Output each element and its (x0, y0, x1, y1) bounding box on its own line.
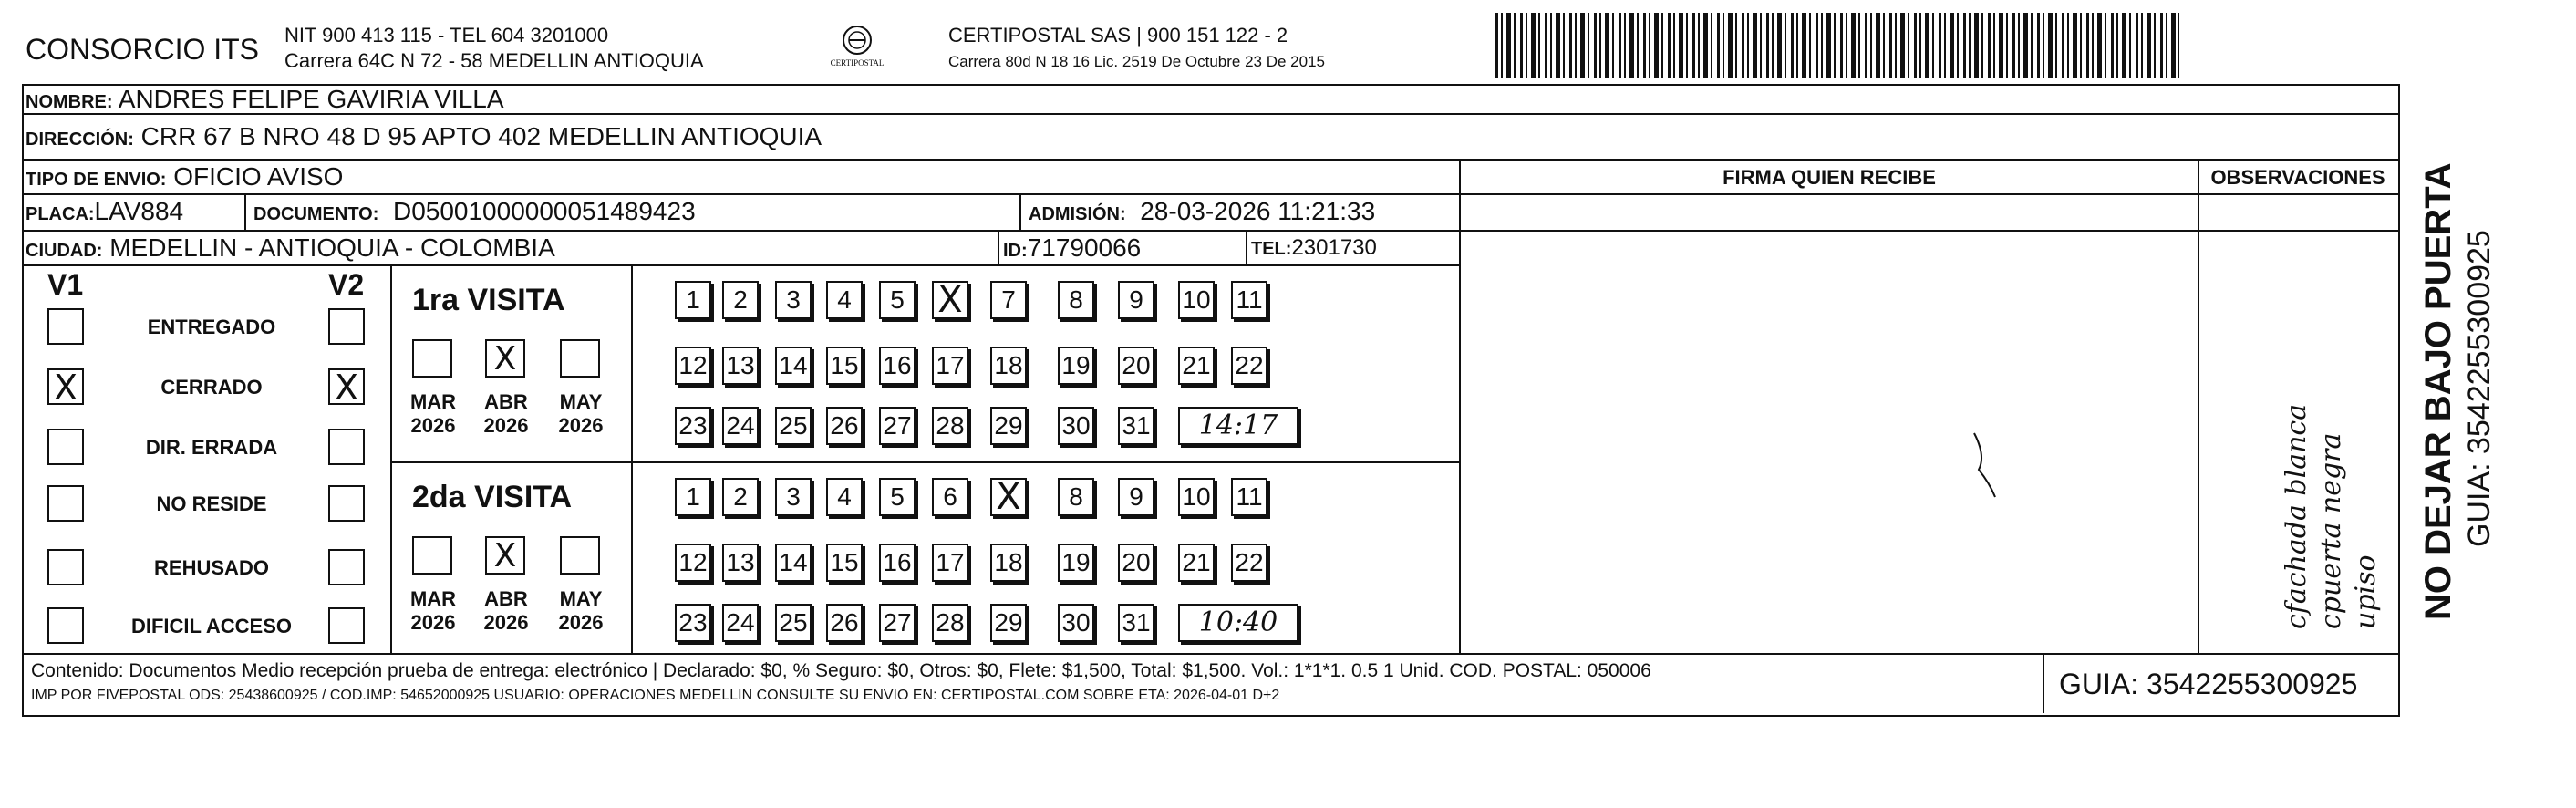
v1-header: V1 (47, 268, 84, 301)
status-v1-checkbox[interactable] (47, 308, 84, 345)
certipostal-info: CERTIPOSTAL SAS | 900 151 122 - 2 (948, 24, 1288, 47)
side-warning: NO DEJAR BAJO PUERTA (2418, 162, 2458, 620)
day-box[interactable]: 10 (1178, 478, 1215, 516)
status-v1-checkbox[interactable] (47, 549, 84, 585)
company-address: Carrera 64C N 72 - 58 MEDELLIN ANTIOQUIA (284, 49, 704, 72)
day-box[interactable]: 4 (826, 281, 863, 319)
month-checkbox[interactable]: X (485, 536, 525, 575)
day-box[interactable]: 18 (990, 347, 1027, 385)
admision-value: 28-03-2026 11:21:33 (1140, 197, 1376, 225)
status-option-label: NO RESIDE (156, 492, 267, 515)
month-label: MAR 2026 (409, 587, 457, 634)
day-box[interactable]: 25 (775, 407, 812, 445)
day-box[interactable]: 3 (775, 478, 812, 516)
day-box[interactable]: 2 (722, 478, 759, 516)
ciudad-row: CIUDAD: MEDELLIN - ANTIOQUIA - COLOMBIA (26, 233, 555, 262)
day-box[interactable]: 21 (1178, 347, 1215, 385)
day-box[interactable]: 5 (879, 478, 916, 516)
company-name: CONSORCIO ITS (26, 33, 260, 66)
day-box[interactable]: 7 (990, 281, 1027, 319)
day-box[interactable]: 16 (879, 347, 916, 385)
month-checkbox[interactable] (412, 339, 452, 378)
day-box[interactable]: 28 (932, 604, 968, 642)
status-option-label: DIFICIL ACCESO (130, 615, 292, 637)
day-box[interactable]: 13 (722, 544, 759, 582)
note-line-1: cfachada blanca (2281, 403, 2312, 629)
documento-row: DOCUMENTO: D05001000000051489423 (253, 197, 696, 225)
day-box[interactable]: 27 (879, 604, 916, 642)
day-box[interactable]: 10 (1178, 281, 1215, 319)
status-option-label: DIR. ERRADA (145, 436, 278, 459)
visit-time: 10:40 (1178, 604, 1298, 642)
month-label: MAR 2026 (409, 390, 457, 437)
footer-imp: IMP POR FIVEPOSTAL ODS: 25438600925 / COD.IMP: 54652000925 USUARIO: OPERACIONES MEDELLIN CONSULTE SU ENVIO EN: CERTIPOSTAL.COM SOBRE ETA: 2026-04-01 D+2 (31, 688, 1280, 703)
day-box[interactable]: 8 (1058, 281, 1094, 319)
month-checkbox[interactable] (560, 339, 600, 378)
day-box[interactable]: 18 (990, 544, 1027, 582)
month-checkbox[interactable] (412, 536, 452, 575)
barcode (1495, 13, 2179, 78)
documento-value: D05001000000051489423 (392, 197, 696, 225)
day-box[interactable]: 13 (722, 347, 759, 385)
day-box[interactable]: 29 (990, 604, 1027, 642)
status-v2-checkbox[interactable] (328, 485, 365, 522)
day-box[interactable]: 16 (879, 544, 916, 582)
day-box[interactable]: 12 (675, 544, 711, 582)
tipo-row: TIPO DE ENVIO: OFICIO AVISO (26, 162, 344, 191)
footer-contenido: Contenido: Documentos Medio recepción prueba de entrega: electrónico | Declarado: $0, % Seguro: $0, Otros: $0, Flete: $1,500, Total: $1,500. Vol.: 1*1*1. 0.5 1 Unid. COD. POSTAL: 050006 (31, 660, 1651, 681)
v2-header: V2 (328, 268, 365, 301)
day-box[interactable]: 28 (932, 407, 968, 445)
day-box[interactable]: 19 (1058, 347, 1094, 385)
day-box[interactable]: 19 (1058, 544, 1094, 582)
admision-row: ADMISIÓN: 28-03-2026 11:21:33 (1029, 197, 1376, 225)
status-v2-checkbox[interactable] (328, 549, 365, 585)
observaciones-notes (2280, 283, 2384, 629)
side-guia: GUIA: 3542255300925 (2462, 230, 2497, 547)
logo-text: CERTIPOSTAL (830, 58, 885, 67)
day-box[interactable]: 20 (1118, 544, 1154, 582)
certipostal-license: Carrera 80d N 18 16 Lic. 2519 De Octubre 23 De 2015 (948, 53, 1325, 70)
status-v2-checkbox[interactable] (328, 308, 365, 345)
tipo-value: OFICIO AVISO (173, 162, 344, 191)
day-box[interactable]: 31 (1118, 407, 1154, 445)
day-box[interactable]: 1 (675, 478, 711, 516)
certipostal-logo (825, 20, 889, 75)
day-box[interactable]: 17 (932, 544, 968, 582)
status-v1-checkbox[interactable] (47, 429, 84, 465)
day-box[interactable]: 9 (1118, 478, 1154, 516)
day-box[interactable]: 25 (775, 604, 812, 642)
day-box[interactable]: 1 (675, 281, 711, 319)
day-box[interactable]: 23 (675, 604, 711, 642)
day-box[interactable]: 8 (1058, 478, 1094, 516)
day-box[interactable]: 6 (932, 478, 968, 516)
firma-header: FIRMA QUIEN RECIBE (1723, 166, 1936, 189)
month-checkbox[interactable]: X (485, 339, 525, 378)
signature-stroke (1970, 429, 2006, 502)
status-v2-checkbox[interactable] (328, 607, 365, 644)
day-box[interactable]: 31 (1118, 604, 1154, 642)
status-v1-checkbox[interactable] (47, 607, 84, 644)
status-v1-checkbox[interactable]: X (47, 368, 84, 405)
status-v2-checkbox[interactable]: X (328, 368, 365, 405)
direccion-row: DIRECCIÓN: CRR 67 B NRO 48 D 95 APTO 402 MEDELLIN ANTIOQUIA (26, 122, 822, 150)
month-checkbox[interactable] (560, 536, 600, 575)
visit-title: 2da VISITA (412, 480, 573, 514)
status-v2-checkbox[interactable] (328, 429, 365, 465)
day-box[interactable]: 26 (826, 604, 863, 642)
day-box[interactable]: 21 (1178, 544, 1215, 582)
footer-guia: GUIA: 3542255300925 (2059, 668, 2358, 700)
day-box[interactable]: 14 (775, 544, 812, 582)
day-box[interactable]: 30 (1058, 604, 1094, 642)
placa-row: PLACA:LAV884 (26, 197, 184, 225)
day-box[interactable]: 5 (879, 281, 916, 319)
status-option-label: CERRADO (160, 376, 263, 399)
company-nit: NIT 900 413 115 - TEL 604 3201000 (284, 24, 609, 47)
ciudad-value: MEDELLIN - ANTIOQUIA - COLOMBIA (109, 233, 555, 262)
status-option-label: REHUSADO (154, 556, 269, 579)
placa-value: LAV884 (94, 197, 184, 225)
status-option-label: ENTREGADO (147, 316, 276, 338)
nombre-row: NOMBRE: ANDRES FELIPE GAVIRIA VILLA (26, 85, 504, 113)
visit-time: 14:17 (1178, 407, 1298, 445)
day-box[interactable]: 29 (990, 407, 1027, 445)
month-label: MAY 2026 (558, 390, 604, 437)
day-box[interactable]: 20 (1118, 347, 1154, 385)
observaciones-header: OBSERVACIONES (2210, 166, 2385, 189)
month-label: ABR 2026 (483, 587, 529, 634)
note-line-2: cpuerta negra (2315, 432, 2347, 629)
id-value: 71790066 (1027, 233, 1142, 262)
day-box[interactable]: 17 (932, 347, 968, 385)
tel-row: TEL:2301730 (1251, 235, 1377, 260)
day-box[interactable]: 22 (1231, 347, 1267, 385)
day-box[interactable]: 12 (675, 347, 711, 385)
visit-title: 1ra VISITA (412, 283, 565, 317)
day-box[interactable]: 9 (1118, 281, 1154, 319)
day-box[interactable]: 27 (879, 407, 916, 445)
month-label: MAY 2026 (558, 587, 604, 634)
day-box[interactable]: 11 (1231, 478, 1267, 516)
day-box[interactable]: 24 (722, 604, 759, 642)
day-box[interactable]: 14 (775, 347, 812, 385)
day-box[interactable]: 30 (1058, 407, 1094, 445)
tel-value: 2301730 (1291, 235, 1377, 260)
day-box[interactable]: 15 (826, 544, 863, 582)
nombre-value: ANDRES FELIPE GAVIRIA VILLA (118, 85, 504, 113)
id-row: ID:71790066 (1003, 233, 1142, 262)
month-label: ABR 2026 (483, 390, 529, 437)
day-box[interactable]: 26 (826, 407, 863, 445)
day-box[interactable]: 24 (722, 407, 759, 445)
day-box[interactable]: 4 (826, 478, 863, 516)
day-box[interactable]: X (932, 281, 968, 319)
note-line-3: upiso (2350, 554, 2382, 629)
day-box[interactable]: 23 (675, 407, 711, 445)
day-box[interactable]: 2 (722, 281, 759, 319)
day-box[interactable]: X (990, 478, 1027, 516)
day-box[interactable]: 11 (1231, 281, 1267, 319)
day-box[interactable]: 15 (826, 347, 863, 385)
direccion-value: CRR 67 B NRO 48 D 95 APTO 402 MEDELLIN ANTIOQUIA (140, 122, 822, 150)
day-box[interactable]: 3 (775, 281, 812, 319)
day-box[interactable]: 22 (1231, 544, 1267, 582)
status-v1-checkbox[interactable] (47, 485, 84, 522)
